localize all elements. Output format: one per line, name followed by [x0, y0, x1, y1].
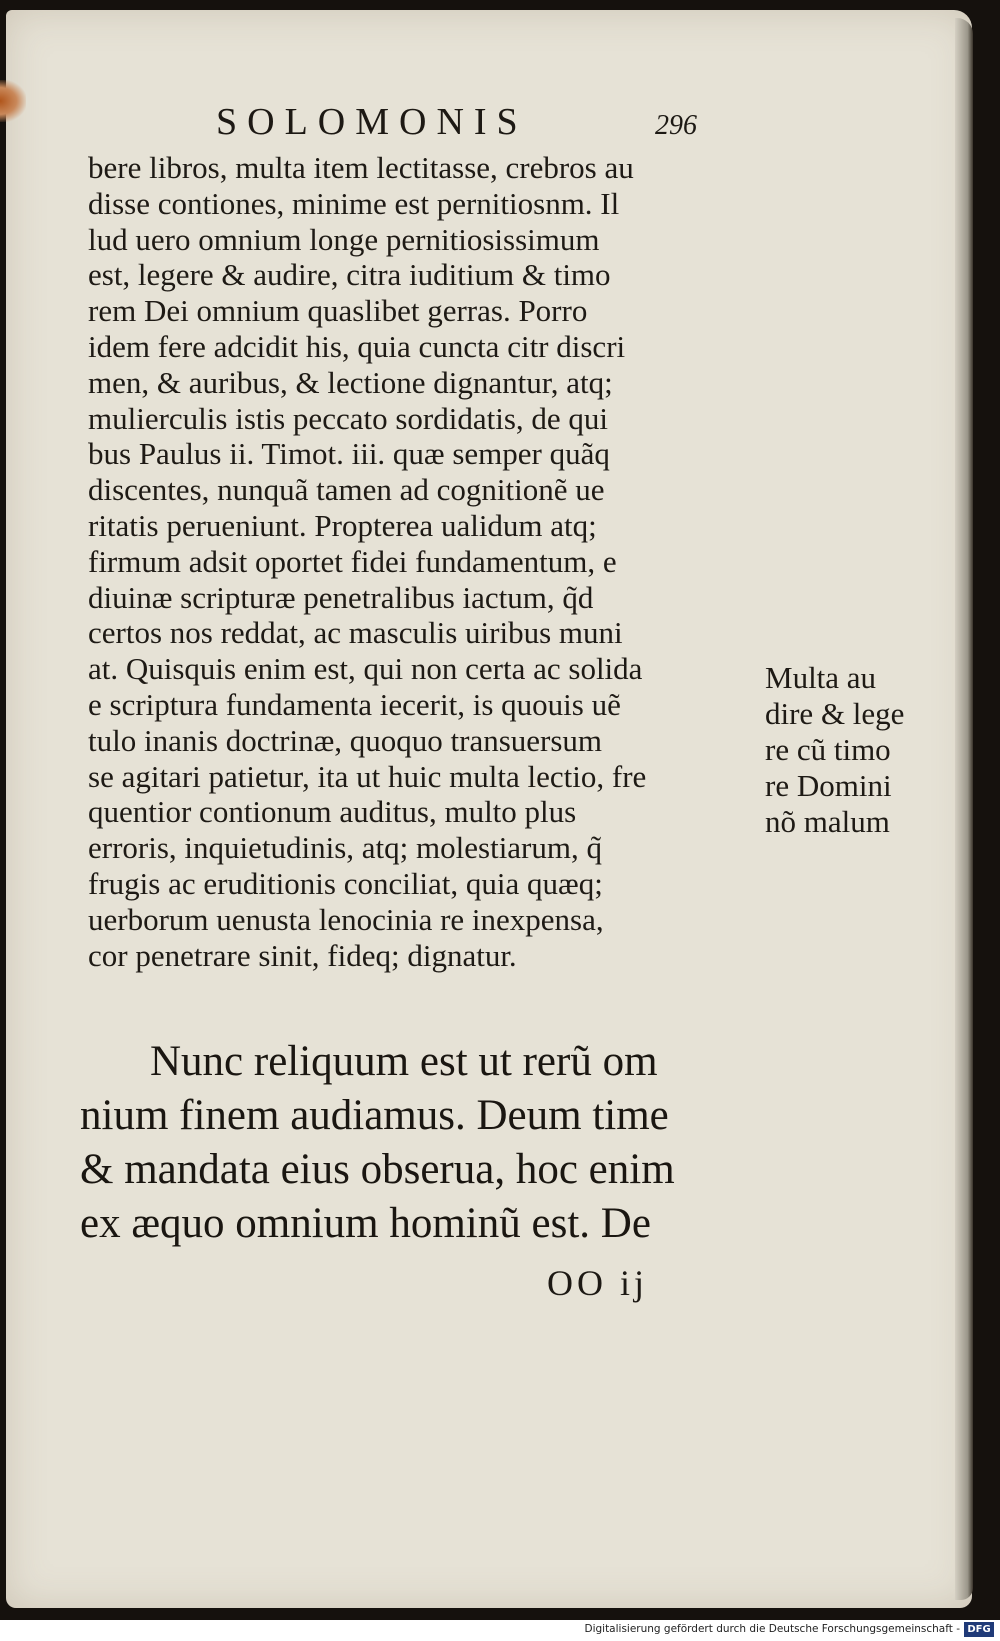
running-title: SOLOMONIS [216, 101, 528, 143]
text-line: bere libros, multa item lectitasse, crebros au [88, 150, 634, 185]
closing-passage [80, 1035, 760, 1251]
text-line: cor penetrare sinit, fideq; dignatur. [88, 937, 517, 973]
text-line: est, legere & audire, citra iuditium & timo [88, 257, 611, 293]
funding-credit: Digitalisierung gefördert durch die Deutsche Forschungsgemeinschaft - [584, 1623, 960, 1635]
text-line: frugis ac eruditionis conciliat, quia quæq; [88, 865, 603, 901]
text-line: firmum adsit oportet fidei fundamentum, e [88, 543, 617, 579]
text-line: quentior contionum auditus, multo plus [88, 794, 577, 830]
margin-note-line: re cũ timo [765, 732, 891, 767]
text-line: discentes, nunquã tamen ad cognitionẽ ue [88, 472, 605, 508]
closing-line: nium finem audiamus. Deum time [80, 1092, 669, 1139]
text-line: tulo inanis doctrinæ, quoquo transuersum [88, 722, 603, 758]
signature-mark: OO ij [547, 1263, 648, 1303]
page-edge [955, 18, 973, 1600]
text-line: erroris, inquietudinis, atq; molestiarum, q̃ [88, 830, 602, 866]
paper-stain [0, 80, 26, 122]
margin-note-line: Multa au [765, 660, 877, 695]
text-line: diuinæ scripturæ penetralibus iactum, q̃d [88, 579, 594, 615]
closing-line: Nunc reliquum est ut rerũ om [150, 1038, 658, 1085]
text-line: uerborum uenusta lenocinia re inexpensa, [88, 901, 604, 937]
text-line: men, & auribus, & lectione dignantur, atq; [88, 364, 613, 400]
footer-bar [0, 1620, 1000, 1641]
text-line: rem Dei omnium quaslibet gerras. Porro [88, 293, 588, 329]
margin-note-line: re Domini [765, 768, 892, 803]
closing-line: ex æquo omnium hominũ est. De [80, 1200, 651, 1247]
text-line: e scriptura fundamenta iecerit, is quouis uẽ [88, 686, 621, 722]
margin-note-line: dire & lege [765, 696, 905, 731]
text-line: mulierculis istis peccato sordidatis, de qui [88, 400, 609, 436]
main-text-block [88, 150, 756, 973]
text-line: lud uero omnium longe pernitiosissimum [88, 221, 600, 257]
closing-line: & mandata eius obserua, hoc enim [80, 1146, 675, 1193]
text-line: disse contiones, minime est pernitiosnm. Il [88, 185, 620, 221]
marginal-note [765, 660, 945, 840]
margin-note-line: nõ malum [765, 804, 890, 839]
folio-number: 296 [655, 110, 697, 141]
text-line: ritatis perueniunt. Propterea ualidum atq; [88, 507, 597, 543]
dfg-logo[interactable]: DFG [964, 1622, 994, 1637]
text-line: se agitari patietur, ita ut huic multa lectio, fre [88, 758, 647, 794]
text-line: bus Paulus ii. Timot. iii. quæ semper quãq [88, 436, 610, 472]
text-line: idem fere adcidit his, quia cuncta citr discri [88, 328, 626, 364]
text-line: at. Quisquis enim est, qui non certa ac solida [88, 651, 643, 687]
text-line: certos nos reddat, ac masculis uiribus muni [88, 615, 623, 651]
